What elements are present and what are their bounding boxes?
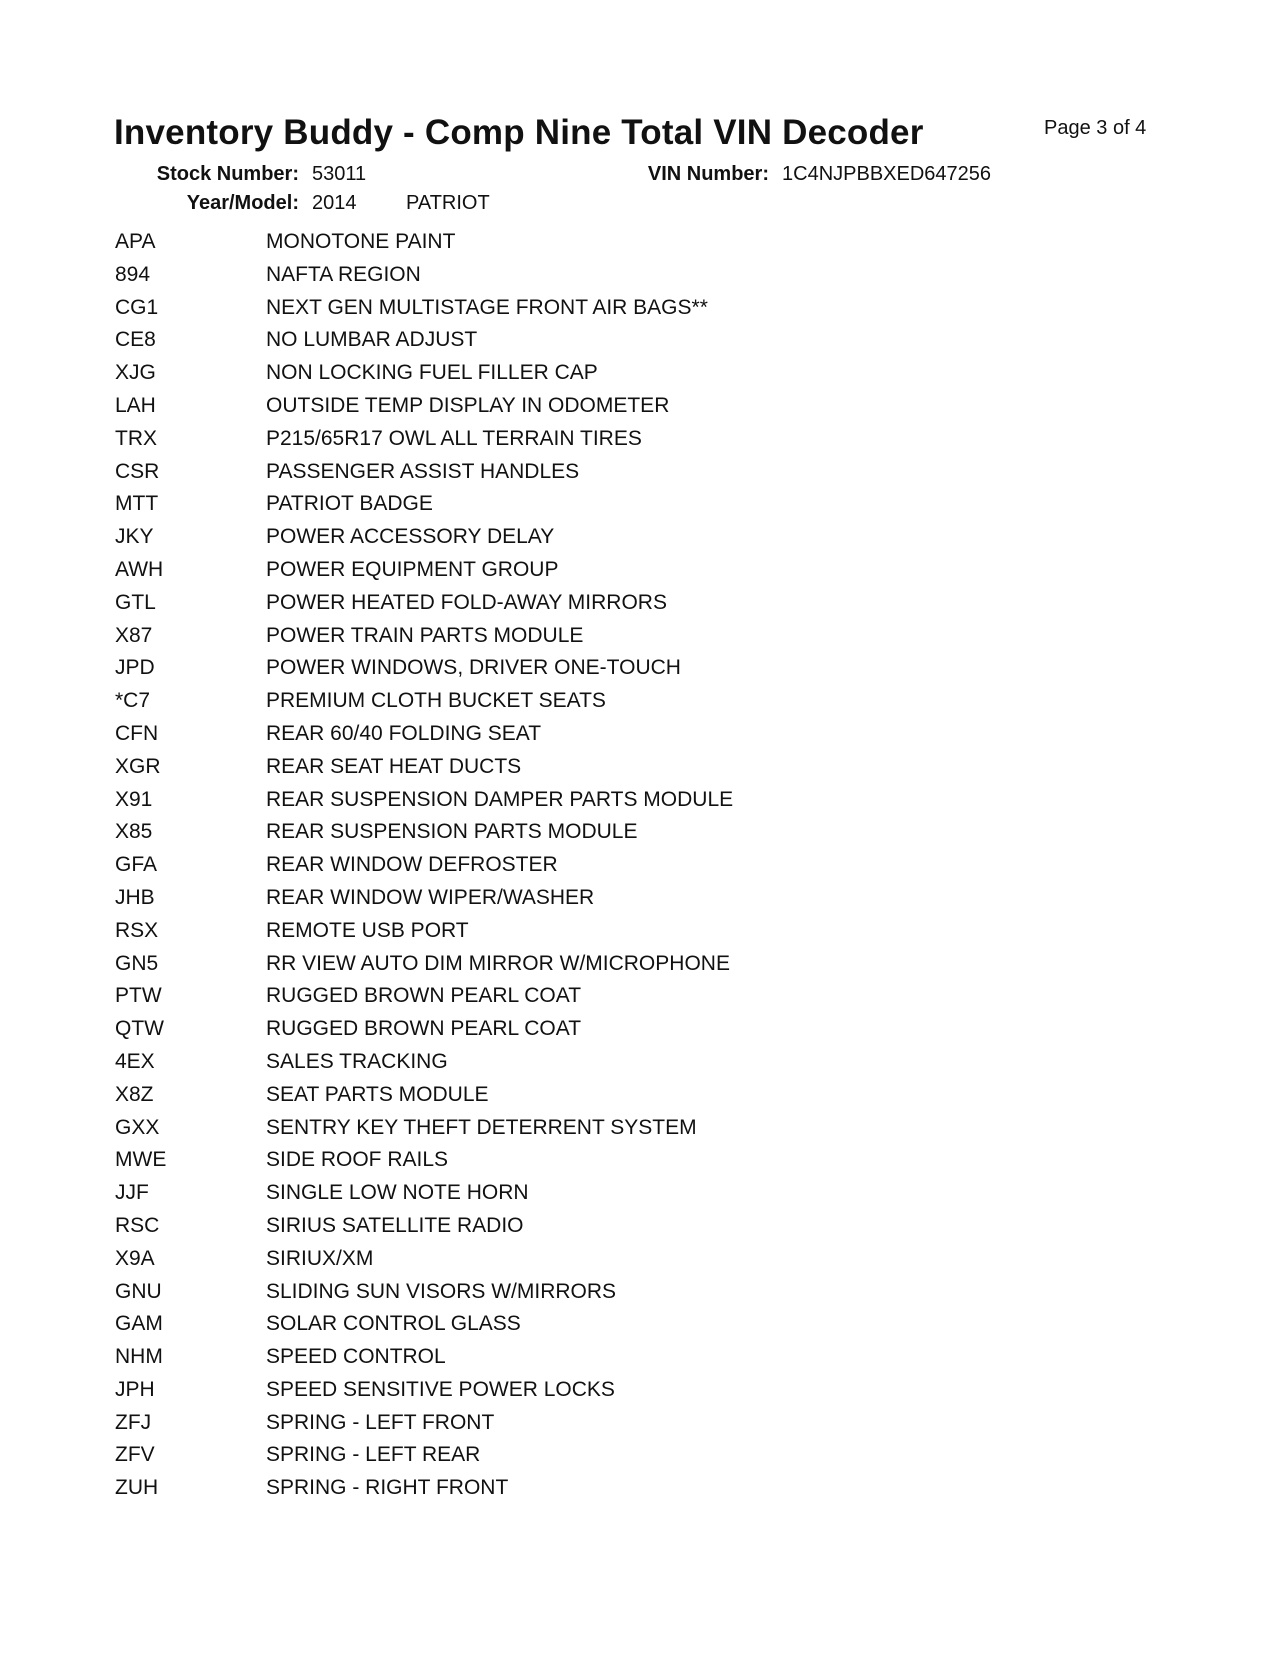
option-description: SIDE ROOF RAILS [266,1148,449,1172]
option-description: NO LUMBAR ADJUST [266,328,478,352]
list-item [115,557,1015,590]
document-title: Inventory Buddy - Comp Nine Total VIN Decoder [114,113,924,152]
option-code: GNU [115,1279,162,1303]
option-description: POWER TRAIN PARTS MODULE [266,623,584,647]
option-code: CFN [115,721,159,745]
option-description: POWER HEATED FOLD-AWAY MIRRORS [266,590,667,614]
option-code: GAM [115,1312,163,1336]
option-code: XJG [115,361,156,385]
option-code: NHM [115,1345,163,1369]
option-description: SPEED CONTROL [266,1345,446,1369]
list-item [115,1180,1015,1213]
option-description: REAR WINDOW WIPER/WASHER [266,885,595,909]
option-code: TRX [115,426,157,450]
list-item [115,1442,1015,1475]
option-description: SPRING - LEFT FRONT [266,1410,495,1434]
vin-number-value: 1C4NJPBBXED647256 [782,163,992,185]
option-code: GFA [115,853,158,877]
option-code: QTW [115,1017,164,1041]
option-code: MWE [115,1148,167,1172]
option-description: NAFTA REGION [266,262,421,286]
option-description: PASSENGER ASSIST HANDLES [266,459,580,483]
list-item [115,1279,1015,1312]
option-code: MTT [115,492,159,516]
option-description: REAR SUSPENSION DAMPER PARTS MODULE [266,787,734,811]
option-code: LAH [115,393,156,417]
option-code: X9A [115,1246,155,1270]
list-item [115,852,1015,885]
option-description: SPRING - LEFT REAR [266,1443,481,1467]
option-code-list [115,229,1015,1508]
list-item [115,819,1015,852]
option-code: JKY [115,525,154,549]
option-description: P215/65R17 OWL ALL TERRAIN TIRES [266,426,642,450]
list-item [115,459,1015,492]
list-item [115,1115,1015,1148]
list-item [115,623,1015,656]
option-code: CSR [115,459,160,483]
option-description: SEAT PARTS MODULE [266,1082,489,1106]
option-description: REAR SEAT HEAT DUCTS [266,754,522,778]
list-item [115,1344,1015,1377]
option-code: RSC [115,1213,160,1237]
option-description: NON LOCKING FUEL FILLER CAP [266,361,598,385]
option-description: OUTSIDE TEMP DISPLAY IN ODOMETER [266,393,670,417]
list-item [115,1377,1015,1410]
option-code: ZFJ [115,1410,152,1434]
list-item [115,426,1015,459]
option-code: CE8 [115,328,156,352]
option-code: X91 [115,787,153,811]
list-item [115,885,1015,918]
option-code: AWH [115,557,164,581]
option-description: MONOTONE PAINT [266,230,456,253]
year-model-label: Year/Model: [186,192,299,214]
option-description: SENTRY KEY THEFT DETERRENT SYSTEM [266,1115,697,1139]
list-item [115,1475,1015,1508]
option-code: JJF [115,1181,149,1205]
option-description: PATRIOT BADGE [266,492,433,516]
list-item [115,393,1015,426]
option-description: SALES TRACKING [266,1049,448,1073]
list-item [115,229,1015,262]
list-item [115,951,1015,984]
option-description: SPRING - RIGHT FRONT [266,1476,509,1500]
list-item [115,491,1015,524]
option-code: PTW [115,984,162,1008]
option-code: APA [115,230,156,253]
option-description: REAR WINDOW DEFROSTER [266,853,558,877]
page-indicator: Page 3 of 4 [1044,117,1147,139]
option-code: GXX [115,1115,160,1139]
option-code: ZUH [115,1476,159,1500]
option-description: RUGGED BROWN PEARL COAT [266,1017,582,1041]
option-code: GN5 [115,951,159,975]
option-description: POWER EQUIPMENT GROUP [266,557,559,581]
option-description: SINGLE LOW NOTE HORN [266,1181,529,1205]
list-item [115,1082,1015,1115]
list-item [115,787,1015,820]
option-code: X85 [115,820,153,844]
vin-number-label: VIN Number: [647,163,769,185]
option-code: GTL [115,590,156,614]
option-description: RUGGED BROWN PEARL COAT [266,984,582,1008]
option-description: SIRIUS SATELLITE RADIO [266,1213,524,1237]
option-code: X87 [115,623,153,647]
list-item [115,918,1015,951]
list-item [115,1213,1015,1246]
option-description: SLIDING SUN VISORS W/MIRRORS [266,1279,617,1303]
option-code: JPH [115,1377,155,1401]
list-item [115,327,1015,360]
option-description: RR VIEW AUTO DIM MIRROR W/MICROPHONE [266,951,730,975]
option-code: X8Z [115,1082,154,1106]
year-value: 2014 [312,192,357,214]
list-item [115,295,1015,328]
list-item [115,524,1015,557]
list-item [115,688,1015,721]
option-code: *C7 [115,689,151,713]
option-code: JHB [115,885,155,909]
list-item [115,1410,1015,1443]
option-description: REAR 60/40 FOLDING SEAT [266,721,542,745]
option-code: ZFV [115,1443,155,1467]
option-description: POWER WINDOWS, DRIVER ONE-TOUCH [266,656,681,680]
option-code: 894 [115,262,151,286]
list-item [115,360,1015,393]
list-item [115,590,1015,623]
option-code: RSX [115,918,159,942]
option-description: POWER ACCESSORY DELAY [266,525,555,549]
list-item [115,1147,1015,1180]
list-item [115,754,1015,787]
option-code: XGR [115,754,161,778]
list-item [115,1311,1015,1344]
option-code: 4EX [115,1049,155,1073]
list-item [115,655,1015,688]
model-value: PATRIOT [406,192,490,214]
stock-number-label: Stock Number: [156,163,299,185]
option-description: REAR SUSPENSION PARTS MODULE [266,820,638,844]
list-item [115,262,1015,295]
option-description: SPEED SENSITIVE POWER LOCKS [266,1377,615,1401]
option-description: PREMIUM CLOTH BUCKET SEATS [266,689,606,713]
list-item [115,983,1015,1016]
option-description: SOLAR CONTROL GLASS [266,1312,521,1336]
option-description: NEXT GEN MULTISTAGE FRONT AIR BAGS** [266,295,708,319]
stock-number-value: 53011 [312,163,367,185]
option-description: REMOTE USB PORT [266,918,469,942]
list-item [115,1246,1015,1279]
option-description: SIRIUX/XM [266,1246,374,1270]
list-item [115,1016,1015,1049]
list-item [115,721,1015,754]
option-code: CG1 [115,295,159,319]
option-code: JPD [115,656,155,680]
list-item [115,1049,1015,1082]
